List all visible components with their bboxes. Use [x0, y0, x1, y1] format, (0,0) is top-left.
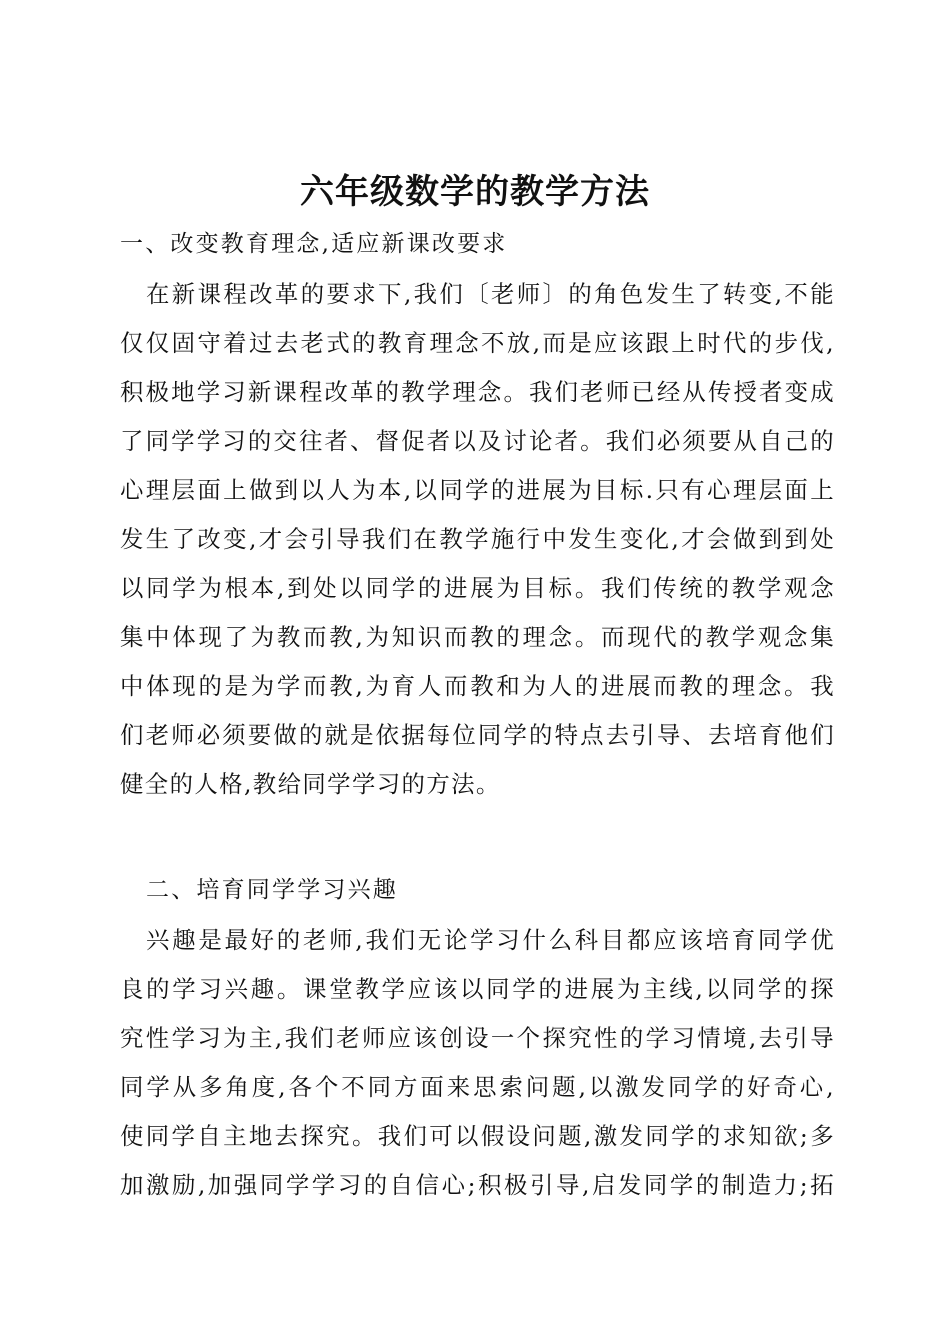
paragraph-line: 兴趣是最好的老师,我们无论学习什么科目都应该培育同学优	[146, 926, 835, 954]
paragraph-line: 心理层面上做到以人为本,以同学的进展为目标.只有心理层面上	[120, 476, 835, 504]
paragraph-line: 积极地学习新课程改革的教学理念。我们老师已经从传授者变成	[120, 378, 835, 406]
paragraph-line: 们老师必须要做的就是依据每位同学的特点去引导、去培育他们	[120, 721, 835, 749]
section-1-paragraph	[120, 270, 835, 810]
paragraph-line: 良的学习兴趣。课堂教学应该以同学的进展为主线,以同学的探	[120, 975, 835, 1003]
document-title: 六年级数学的教学方法	[300, 171, 650, 212]
paragraph-line: 究性学习为主,我们老师应该创设一个探究性的学习情境,去引导	[120, 1024, 835, 1052]
paragraph-line: 加激励,加强同学学习的自信心;积极引导,启发同学的制造力;拓	[120, 1171, 835, 1199]
paragraph-line: 以同学为根本,到处以同学的进展为目标。我们传统的教学观念	[120, 574, 835, 602]
section-heading-2: 二、培育同学学习兴趣	[146, 877, 398, 903]
paragraph-line: 同学从多角度,各个不同方面来思索问题,以激发同学的好奇心,	[120, 1073, 835, 1101]
paragraph-line: 集中体现了为教而教,为知识而教的理念。而现代的教学观念集	[120, 623, 835, 651]
paragraph-line: 中体现的是为学而教,为育人而教和为人的进展而教的理念。我	[120, 672, 835, 700]
section-2-paragraph	[120, 916, 835, 1216]
paragraph-line: 在新课程改革的要求下,我们〔老师〕的角色发生了转变,不能	[146, 280, 835, 308]
paragraph-line: 发生了改变,才会引导我们在教学施行中发生变化,才会做到到处	[120, 525, 835, 553]
paragraph-line: 了同学学习的交往者、督促者以及讨论者。我们必须要从自己的	[120, 427, 835, 455]
paragraph-line: 仅仅固守着过去老式的教育理念不放,而是应该跟上时代的步伐,	[120, 329, 835, 357]
section-heading-1: 一、改变教育理念,适应新课改要求	[120, 231, 508, 257]
paragraph-line: 健全的人格,教给同学学习的方法。	[120, 770, 501, 798]
paragraph-line: 使同学自主地去探究。我们可以假设问题,激发同学的求知欲;多	[120, 1122, 835, 1150]
